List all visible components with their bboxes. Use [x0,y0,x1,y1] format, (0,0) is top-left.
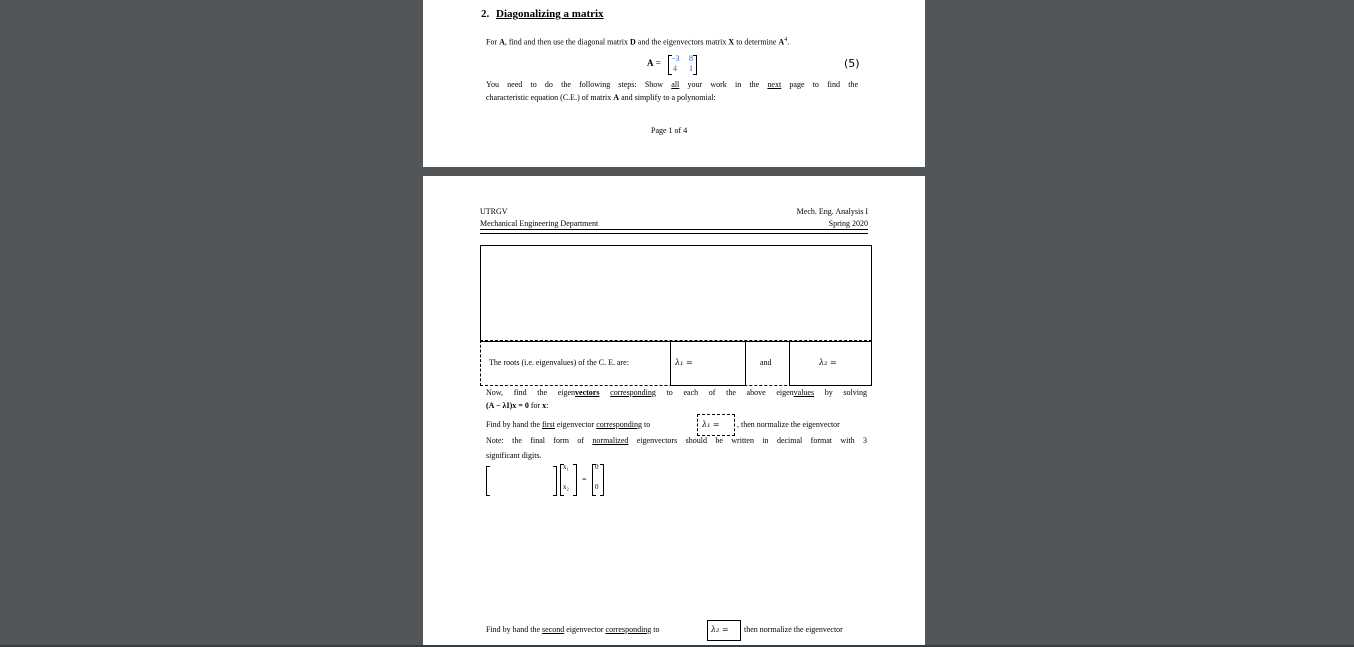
matrix-bracket-right [693,55,697,75]
matrix-a21: 4 [673,64,677,73]
note-line-1 [486,436,867,445]
second-eigvec-line [486,625,660,634]
now-text: by solving [814,388,867,397]
steps-text: You need to do the following steps: Show [486,80,672,89]
steps-line-1 [486,80,858,89]
now-line-2 [486,401,548,410]
instr-a4: A [778,37,785,47]
instr-matrix-x: X [728,37,735,47]
steps-text: page to find the [781,80,859,89]
steps-next: next [767,80,782,89]
first-text: eigenvector [554,420,597,429]
matrix-label: A [647,58,654,68]
first-first: first [542,420,555,429]
note-text: eigenvectors should be written in decimal format with 3 [628,436,868,445]
second-text: to [651,625,660,634]
vec-x1: x₁ [563,463,569,471]
section-number: 2. [481,8,490,20]
header-department: Mechanical Engineering Department [480,219,599,228]
first-lambda-label: λ₁ = [702,420,720,429]
now-x: x [542,401,547,410]
second-text: eigenvector [564,625,606,634]
pdf-page-1 [423,0,925,167]
vec-zero-2: 0 [595,483,599,491]
section-title: Diagonalizing a matrix [496,8,604,20]
instr-matrix-a: A [499,37,505,47]
header-rule [480,229,868,234]
first-text: Find by hand the [486,420,542,429]
lambda2-label: λ₂ = [819,358,837,367]
matrix-a12: 8 [689,54,693,63]
second-second: second [542,625,565,634]
first-tail: , then normalize the eigenvector [737,420,840,429]
now-values: values [793,388,815,397]
now-text: : [546,401,549,410]
instr-text: and the eigenvectors matrix [635,37,729,47]
page-footer: Page 1 of 4 [651,126,688,135]
header-term: Spring 2020 [828,219,868,228]
now-vectors: vectors [575,388,600,397]
now-text: to each of the above eigen [655,388,794,397]
steps-text: and simplify to a polynomial: [619,93,716,102]
lambda1-label: λ₁ = [675,358,693,367]
vec-equals: = [582,475,587,484]
now-text [599,388,610,397]
instr-a4-exponent: 4 [784,37,788,43]
note-line-2: significant digits. [486,451,542,460]
instr-text: . [787,37,790,47]
zero-vector-bracket-right [600,464,604,496]
now-line-1 [486,388,867,397]
second-tail: then normalize the eigenvector [744,625,843,634]
note-normalized: normalized [592,436,629,445]
now-text: for [528,401,543,410]
coef-matrix-bracket-right [553,466,557,496]
first-text: to [641,420,651,429]
steps-text: characteristic equation (C.E.) of matrix [486,93,614,102]
matrix-equation [647,58,661,68]
header-institution: UTRGV [480,207,508,216]
now-equation: (A − λI)x = 0 [486,401,529,410]
x-vector-bracket-right [573,464,577,496]
steps-matrix-a: A [613,93,620,102]
matrix-equals: = [653,58,661,68]
now-corresponding: corresponding [610,388,656,397]
second-lambda-label: λ₂ = [711,625,729,634]
section-heading [481,8,604,20]
first-eigvec-line [486,420,650,429]
matrix-a22: 1 [689,64,693,73]
roots-and: and [760,358,772,367]
second-corresponding: corresponding [605,625,652,634]
instr-text: For [486,37,500,47]
instr-matrix-d: D [629,37,636,47]
first-corresponding: corresponding [596,420,642,429]
header-course: Mech. Eng. Analysis I [796,207,868,216]
instr-text: , find and then use the diagonal matrix [504,37,630,47]
matrix-a11: −3 [671,54,680,63]
ce-answer-box[interactable] [480,245,872,342]
note-text: Note: the final form of [486,436,593,445]
vec-zero-1: 0 [595,463,599,471]
second-text: Find by hand the [486,625,542,634]
instr-text: to determine [734,37,779,47]
instruction-line [486,37,789,47]
roots-label: The roots (i.e. eigenvalues) of the C. E. are: [489,358,629,367]
steps-all: all [671,80,680,89]
coef-matrix-bracket-left[interactable] [486,466,490,496]
now-text: Now, find the eigen [486,388,576,397]
steps-line-2 [486,93,716,102]
points-label: (5) [844,57,860,70]
steps-text: your work in the [679,80,768,89]
vec-x2: x₂ [563,483,569,491]
pdf-page-2 [423,176,925,647]
